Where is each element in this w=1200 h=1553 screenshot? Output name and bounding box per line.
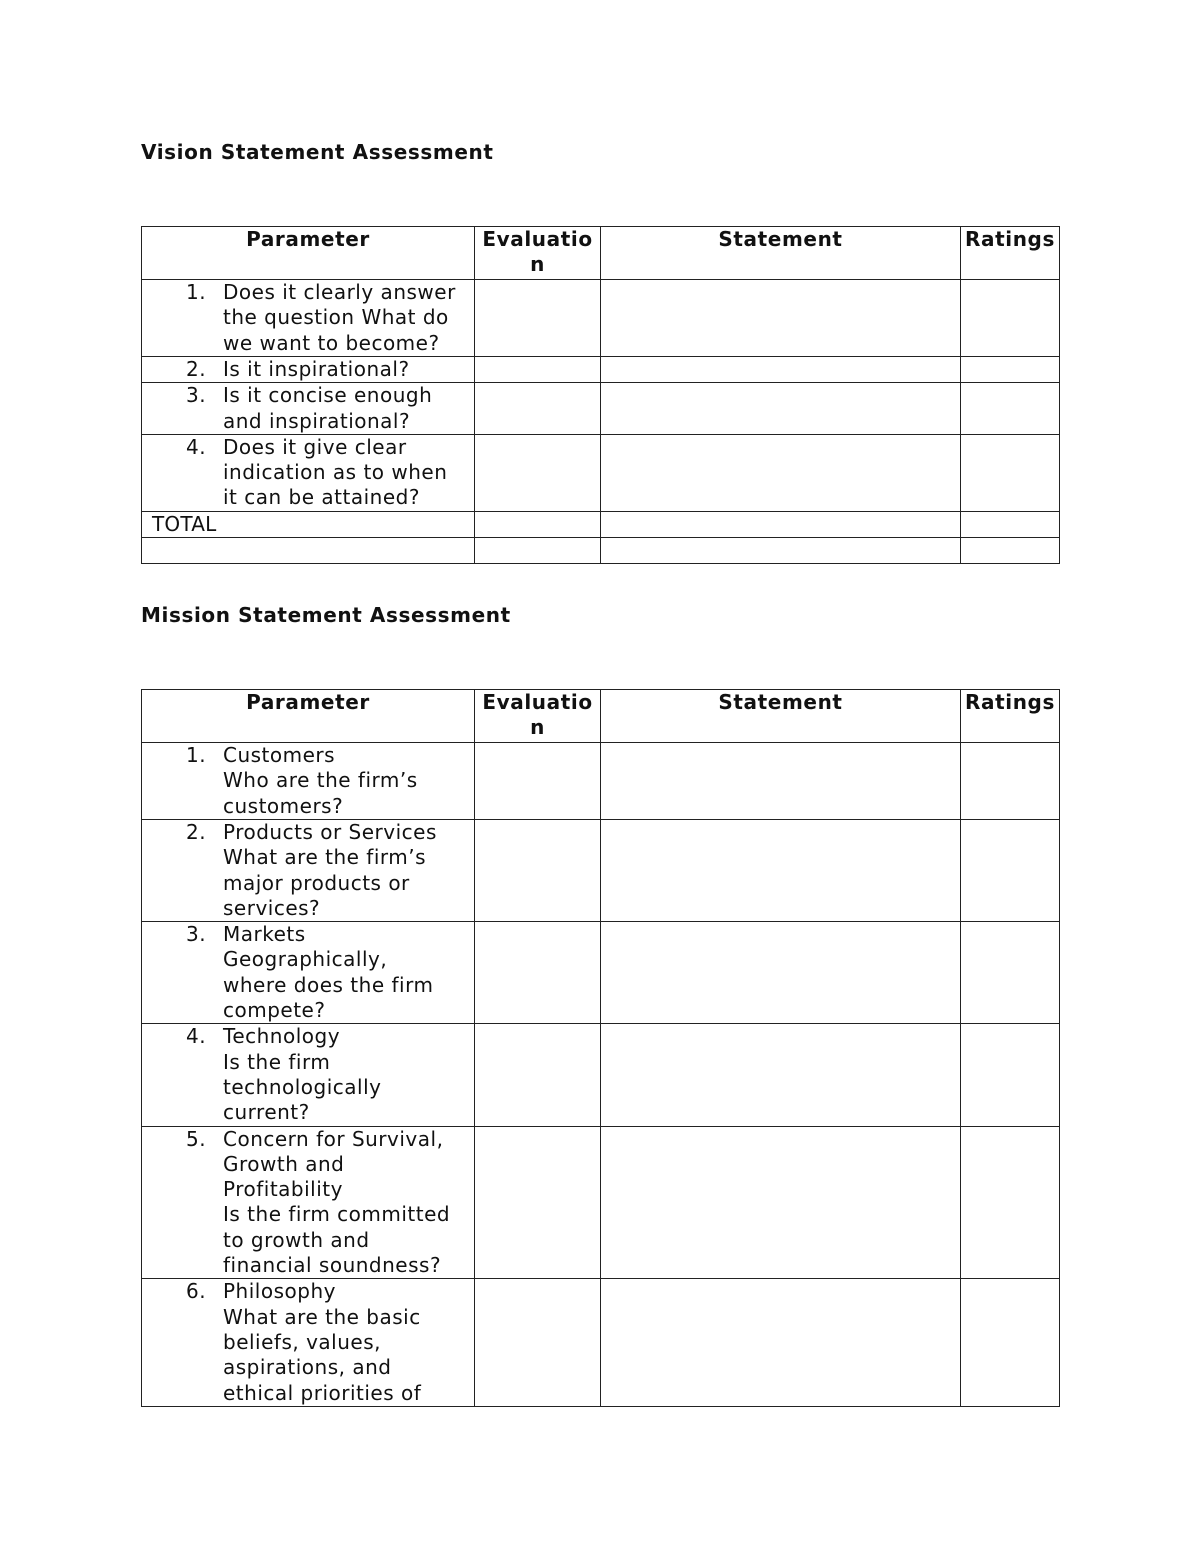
empty-cell[interactable] <box>142 538 475 564</box>
parameter-text: Geographically, <box>223 947 388 972</box>
evaluation-cell[interactable] <box>475 1126 601 1279</box>
header-ratings: Ratings <box>961 690 1060 743</box>
parameter-text: the question What do <box>223 305 449 330</box>
parameter-text: Is the firm <box>223 1049 331 1074</box>
header-parameter: Parameter <box>142 690 475 743</box>
ratings-cell[interactable] <box>961 1024 1060 1126</box>
evaluation-cell[interactable] <box>475 922 601 1024</box>
parameter-text: we want to become? <box>223 330 440 355</box>
ratings-cell[interactable] <box>961 538 1060 564</box>
statement-cell[interactable] <box>601 1279 961 1406</box>
ratings-cell[interactable] <box>961 511 1060 537</box>
item-number: 4. <box>186 434 207 459</box>
parameter-cell <box>142 280 475 357</box>
statement-cell[interactable] <box>601 1126 961 1279</box>
evaluation-cell[interactable] <box>475 383 601 435</box>
parameter-cell <box>142 743 475 820</box>
evaluation-cell[interactable] <box>475 820 601 922</box>
parameter-text: aspirations, and <box>223 1355 392 1380</box>
parameter-text: Concern for Survival, <box>223 1126 444 1151</box>
statement-cell[interactable] <box>601 511 961 537</box>
ratings-cell[interactable] <box>961 922 1060 1024</box>
parameter-text: services? <box>223 895 321 920</box>
item-number: 2. <box>186 357 207 381</box>
ratings-cell[interactable] <box>961 357 1060 383</box>
evaluation-cell[interactable] <box>475 743 601 820</box>
statement-cell[interactable] <box>601 538 961 564</box>
statement-cell[interactable] <box>601 383 961 435</box>
table-row <box>142 357 1060 383</box>
parameter-text: major products or <box>223 870 410 895</box>
parameter-text: Profitability <box>223 1177 343 1202</box>
parameter-text: What are the basic <box>223 1304 421 1329</box>
ratings-cell[interactable] <box>961 1279 1060 1406</box>
parameter-text: Growth and <box>223 1151 345 1176</box>
table-row <box>142 820 1060 922</box>
mission-section-title: Mission Statement Assessment <box>141 603 511 627</box>
item-number: 3. <box>186 922 207 947</box>
total-row <box>142 511 1060 537</box>
header-statement: Statement <box>601 690 961 743</box>
item-number: 1. <box>186 280 207 304</box>
header-evaluation: Evaluation <box>475 690 601 743</box>
table-header-row <box>142 690 1060 743</box>
parameter-text: Is it inspirational? <box>223 357 410 381</box>
statement-cell[interactable] <box>601 820 961 922</box>
item-number: 6. <box>186 1279 207 1304</box>
item-number: 5. <box>186 1126 207 1151</box>
header-evaluation: Evaluation <box>475 227 601 280</box>
statement-cell[interactable] <box>601 434 961 511</box>
statement-cell[interactable] <box>601 743 961 820</box>
table-row <box>142 434 1060 511</box>
parameter-text: Products or Services <box>223 820 437 844</box>
parameter-text: Philosophy <box>223 1279 336 1304</box>
ratings-cell[interactable] <box>961 743 1060 820</box>
item-number: 3. <box>186 383 207 408</box>
ratings-cell[interactable] <box>961 280 1060 357</box>
header-parameter: Parameter <box>142 227 475 280</box>
parameter-cell <box>142 922 475 1024</box>
empty-row <box>142 538 1060 564</box>
parameter-text: Customers <box>223 743 336 767</box>
parameter-text: Technology <box>223 1024 341 1049</box>
parameter-text: technologically <box>223 1074 382 1099</box>
table-row <box>142 1279 1060 1406</box>
item-number: 1. <box>186 743 207 767</box>
parameter-text: where does the firm <box>223 972 434 997</box>
parameter-text: to growth and <box>223 1227 370 1252</box>
item-number: 4. <box>186 1024 207 1049</box>
parameter-cell <box>142 357 475 383</box>
ratings-cell[interactable] <box>961 820 1060 922</box>
parameter-text: and inspirational? <box>223 408 411 433</box>
mission-assessment-table <box>141 689 1060 1407</box>
table-header-row <box>142 227 1060 280</box>
evaluation-cell[interactable] <box>475 1024 601 1126</box>
evaluation-cell[interactable] <box>475 280 601 357</box>
statement-cell[interactable] <box>601 280 961 357</box>
parameter-text: current? <box>223 1100 310 1125</box>
evaluation-cell[interactable] <box>475 1279 601 1406</box>
parameter-cell <box>142 383 475 435</box>
parameter-cell <box>142 1126 475 1279</box>
parameter-text: it can be attained? <box>223 485 420 510</box>
parameter-text: customers? <box>223 793 344 818</box>
header-statement: Statement <box>601 227 961 280</box>
ratings-cell[interactable] <box>961 1126 1060 1279</box>
evaluation-cell[interactable] <box>475 538 601 564</box>
vision-assessment-table <box>141 226 1060 564</box>
vision-section-title: Vision Statement Assessment <box>141 140 494 164</box>
parameter-text: Does it clearly answer <box>223 280 456 304</box>
ratings-cell[interactable] <box>961 383 1060 435</box>
total-label: TOTAL <box>142 511 475 537</box>
parameter-text: indication as to when <box>223 460 448 485</box>
ratings-cell[interactable] <box>961 434 1060 511</box>
table-row <box>142 743 1060 820</box>
table-row <box>142 922 1060 1024</box>
parameter-cell <box>142 820 475 922</box>
parameter-text: beliefs, values, <box>223 1329 381 1354</box>
parameter-text: Markets <box>223 922 306 947</box>
evaluation-cell[interactable] <box>475 511 601 537</box>
header-ratings: Ratings <box>961 227 1060 280</box>
table-row <box>142 1024 1060 1126</box>
parameter-text: Is the firm committed <box>223 1202 451 1227</box>
parameter-text: Does it give clear <box>223 434 407 459</box>
evaluation-cell[interactable] <box>475 434 601 511</box>
parameter-text: What are the firm’s <box>223 845 427 870</box>
table-row <box>142 383 1060 435</box>
parameter-text: Who are the firm’s <box>223 768 418 793</box>
statement-cell[interactable] <box>601 357 961 383</box>
parameter-text: compete? <box>223 998 326 1023</box>
table-row <box>142 280 1060 357</box>
item-number: 2. <box>186 820 207 844</box>
statement-cell[interactable] <box>601 922 961 1024</box>
parameter-cell <box>142 1024 475 1126</box>
parameter-text: financial soundness? <box>223 1253 442 1278</box>
parameter-text: ethical priorities of <box>223 1380 422 1405</box>
table-row <box>142 1126 1060 1279</box>
evaluation-cell[interactable] <box>475 357 601 383</box>
parameter-text: Is it concise enough <box>223 383 433 408</box>
parameter-cell <box>142 434 475 511</box>
parameter-cell <box>142 1279 475 1406</box>
statement-cell[interactable] <box>601 1024 961 1126</box>
